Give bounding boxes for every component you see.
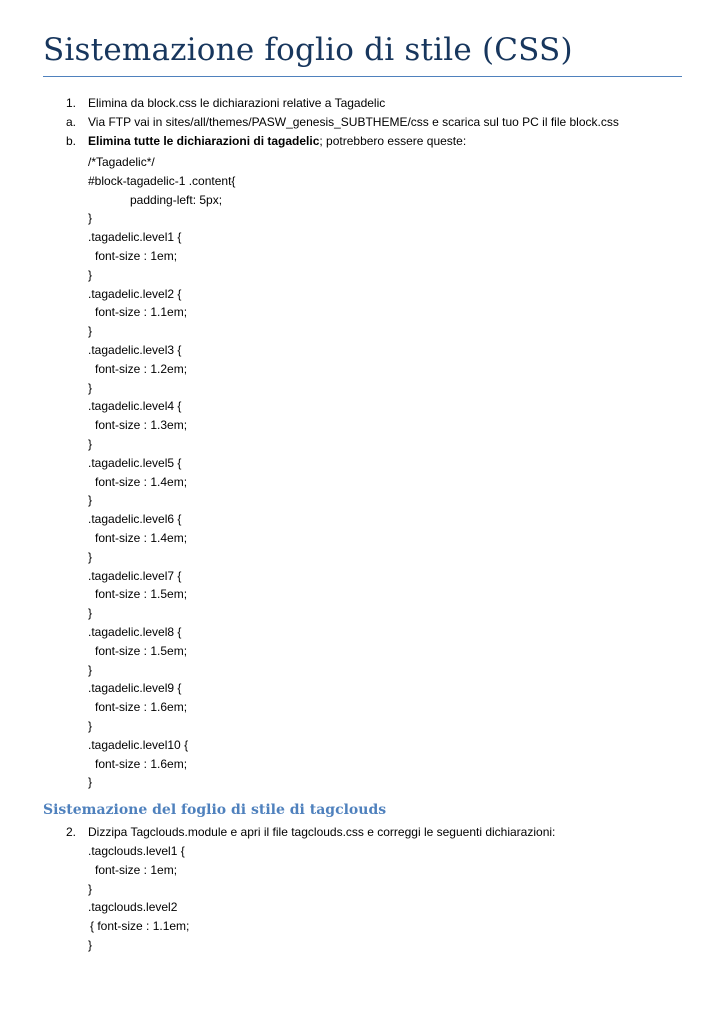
list-item-b-bold: Elimina tutte le dichiarazioni di tagadelic	[88, 134, 320, 148]
code-line: }	[88, 937, 93, 952]
list-item-b	[88, 132, 466, 151]
code-line: #block-tagadelic-1 .content{	[88, 173, 236, 188]
code-line: font-size : 1em;	[95, 248, 178, 263]
code-line: }	[88, 324, 93, 339]
code-line: font-size : 1.4em;	[95, 530, 188, 545]
code-line: }	[88, 881, 93, 896]
code-line: font-size : 1.5em;	[95, 587, 188, 602]
code-line: font-size : 1.3em;	[95, 418, 188, 433]
code-line: }	[88, 380, 93, 395]
code-line: font-size : 1em;	[95, 862, 178, 877]
code-line: .tagclouds.level2	[88, 900, 178, 915]
code-line: }	[88, 549, 93, 564]
code-line: font-size : 1.1em;	[95, 305, 188, 320]
code-line: .tagadelic.level6 {	[88, 512, 182, 527]
code-line: }	[88, 775, 93, 790]
page-title: Sistemazione foglio di stile (CSS)	[43, 32, 573, 68]
code-line: .tagadelic.level7 {	[88, 568, 182, 583]
code-line: .tagadelic.level5 {	[88, 455, 182, 470]
code-line: }	[88, 662, 93, 677]
list-item-b-text: ; potrebbero essere queste:	[319, 134, 467, 148]
list-marker-b: b.	[66, 134, 77, 148]
code-line: .tagadelic.level3 {	[88, 342, 182, 357]
code-line: font-size : 1.4em;	[95, 474, 188, 489]
code-line: font-size : 1.2em;	[95, 361, 188, 376]
list-item-2: Dizzipa Tagclouds.module e apri il file tagclouds.css e correggi le seguenti dichiarazioni:	[88, 825, 556, 839]
code-line: /*Tagadelic*/	[88, 155, 155, 169]
code-line: }	[88, 718, 93, 733]
list-marker-a: a.	[66, 115, 77, 129]
code-line: .tagadelic.level8 {	[88, 624, 182, 639]
code-line: font-size : 1.6em;	[95, 700, 188, 715]
code-line: padding-left: 5px;	[130, 192, 223, 207]
code-line: }	[88, 267, 93, 282]
code-line: { font-size : 1.1em;	[90, 919, 190, 934]
list-marker-2: 2.	[66, 825, 77, 839]
list-marker-1: 1.	[66, 96, 77, 110]
code-line: font-size : 1.5em;	[95, 643, 188, 658]
code-line: .tagadelic.level4 {	[88, 399, 182, 414]
section-heading: Sistemazione del foglio di stile di tagclouds	[43, 802, 387, 818]
code-line: font-size : 1.6em;	[95, 756, 188, 771]
code-line: .tagadelic.level1 {	[88, 230, 182, 245]
code-line: }	[88, 436, 93, 451]
code-line: }	[88, 606, 93, 621]
code-line: .tagadelic.level9 {	[88, 681, 182, 696]
title-underline	[43, 76, 682, 77]
code-line: }	[88, 493, 93, 508]
list-item-1: Elimina da block.css le dichiarazioni relative a Tagadelic	[88, 96, 386, 110]
code-block-tagclouds	[88, 842, 189, 955]
code-block-tagadelic	[88, 153, 235, 792]
code-line: .tagadelic.level10 {	[88, 737, 189, 752]
code-line: .tagadelic.level2 {	[88, 286, 182, 301]
list-item-a: Via FTP vai in sites/all/themes/PASW_genesis_SUBTHEME/css e scarica sul tuo PC il file block.css	[88, 115, 619, 129]
code-line: .tagclouds.level1 {	[88, 844, 185, 858]
code-line: }	[88, 211, 93, 226]
